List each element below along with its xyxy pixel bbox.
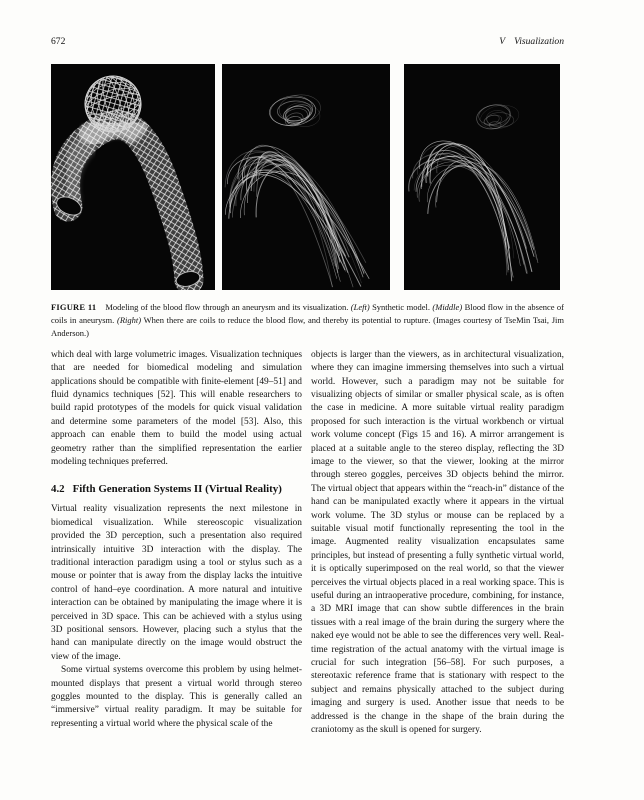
running-head-part: V: [499, 36, 506, 47]
left-column: [51, 349, 302, 738]
figure-caption-text: [51, 302, 564, 338]
streamlines-with-coils-graphic: [404, 64, 560, 290]
section-number: 4.2: [51, 483, 65, 496]
paragraph: which deal with large volumetric images. Visualization techniques that are needed for biomedical modeling and simulation applications should be compatible with finite-element [49–51] and fluid dynamics techniques [52]. This will enable researchers to build rapid prototypes of the models for quick visual validation and determine some parameters of the model [53]. Also, this approach can enable them to build the model using actual geometry rather than the simplified representation the earlier modeling techniques preferred.: [51, 349, 302, 467]
figure-caption-label: FIGURE 11: [51, 302, 97, 312]
page-content: [51, 36, 564, 738]
article-columns: [51, 349, 564, 738]
aneurysm-wireframe-graphic: [51, 64, 215, 290]
figure-panels: [51, 64, 560, 290]
paragraph: Virtual reality visualization represents the next milestone in biomedical visualization. While stereoscopic visualization provided the 3D perception, such a presentation also required intrinsically intuitive 3D interaction with the display. The traditional interaction paradigm using a tool or stylus such as a mouse or pointer that is away from the display lacks the intuitive control of hand–eye coordination. A more natural and intuitive interaction can be obtained by manipulating the image where it is perceived in 3D space. This can be achieved with a stylus using 3D positional sensors. However, placing such a stylus that the hand can manipulate directly on the image would obstruct the view of the image.: [51, 504, 302, 662]
running-head: [499, 36, 564, 48]
caption-segment: When there are coils to reduce the blood flow, and thereby its potential to rupture. (Images courtesy of TseMin Tsai, Jim Anderson.): [51, 314, 564, 338]
streamlines-no-coils-graphic: [222, 64, 390, 290]
caption-segment: Synthetic model.: [369, 302, 433, 312]
caption-italic-segment: (Middle): [432, 302, 463, 312]
caption-italic-segment: (Right): [117, 314, 142, 325]
caption-italic-segment: (Left): [350, 302, 370, 312]
figure-panel-flow-no-coils: [222, 64, 390, 290]
caption-segment: Blood flow in the absence of coils in aneurysm.: [51, 302, 565, 325]
paragraph: objects is larger than the viewers, as in architectural visualization, where they can imagine immersing themselves into such a virtual world. However, such a paradigm may not be suitable for visualizing objects of similar or smaller physical scale, as is often the case in medicine. A more suitable virtual reality paradigm proposed for such interaction is the virtual workbench or virtual work volume concept (Figs 15 and 16). A mirror arrangement is placed at a suitable angle to the stereo display, reflecting the 3D image to the viewer, so that the viewer, looking at the mirror through stereo goggles, perceives 3D objects behind the mirror. The virtual object that appears within the “reach-in” distance of the hand can be manipulated exactly where it appears in the virtual work volume. The 3D stylus or mouse can be replaced by a suitable visual motif functionally representing the tool in the image. Augmented reality visualization encapsulates same principles, but instead of presenting a fully synthetic virtual world, it is optically superimposed on the real world, so that the viewer perceives the virtual objects placed in a real working space. This is useful during an intraoperative procedure, combining, for instance, a 3D MRI image that can show subtle differences in the brain tissues with a real image of the brain during the surgery where the naked eye would not be able to see the differences very well. Real-time registration of the actual anatomy with the virtual image is crucial for such integration [56–58]. For such purposes, a stereotaxic reference frame that is stationary with respect to the subject and remains physically attached to the subject during imaging and surgery is used. Another issue that needs to be addressed is the change in the shape of the brain during the craniotomy as the skull is opened for surgery.: [311, 349, 564, 736]
figure-panel-flow-with-coils: [404, 64, 560, 290]
page-header: [51, 36, 564, 48]
caption-segment: Modeling of the blood flow through an aneurysm and its visualization.: [105, 302, 351, 312]
section-title: Fifth Generation Systems II (Virtual Reality): [72, 483, 282, 496]
figure-panel-synthetic-model: [51, 64, 215, 290]
section-heading: [51, 483, 302, 496]
paragraph: Some virtual systems overcome this problem by using helmet-mounted displays that present a virtual world through stereo goggles mounted to the display. This is generally called an “immersive” virtual reality paradigm. It may be suitable for representing a virtual world where the physical scale of the: [51, 665, 302, 729]
page-number: 672: [51, 36, 66, 47]
right-column: [311, 349, 564, 738]
figure-11: [51, 64, 564, 340]
running-head-title: Visualization: [514, 36, 564, 47]
figure-caption: [51, 301, 564, 340]
